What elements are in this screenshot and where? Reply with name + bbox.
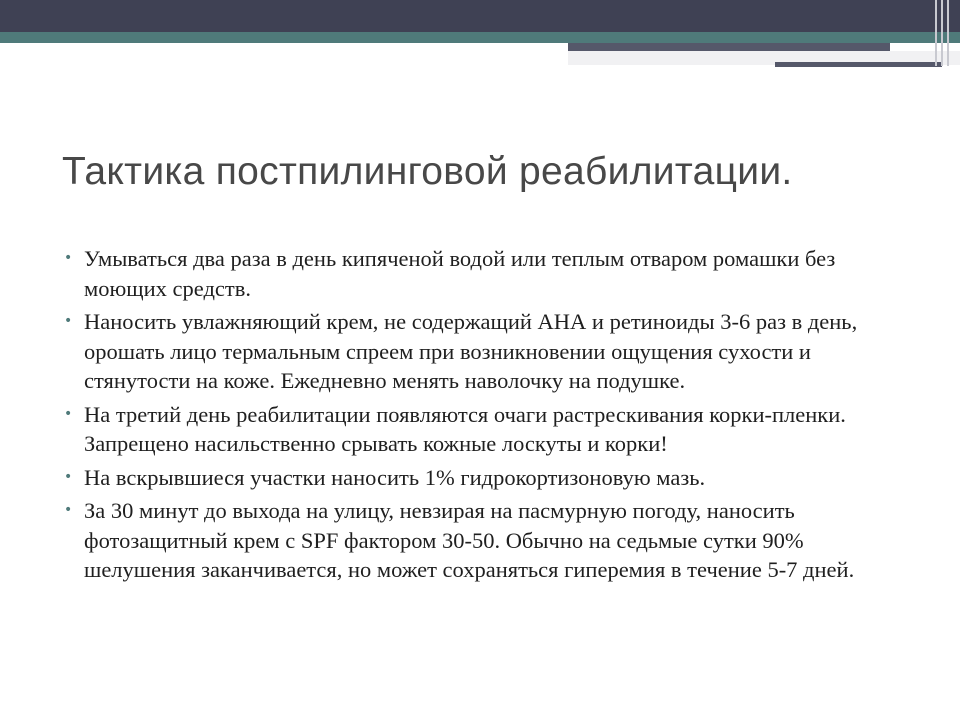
bullet-item: [62, 496, 912, 585]
decorative-lines: [930, 0, 960, 66]
bullet-marker: •: [64, 250, 73, 266]
slide-title: Тактика постпилинговой реабилитации.: [62, 150, 793, 193]
header-accent-bar-short: [775, 62, 942, 67]
bullet-list: [62, 244, 912, 589]
bullet-text: Наносить увлажняющий крем, не содержащий АНА и ретиноиды 3-6 раз в день, орошать лицо термальным спреем при возникновении ощущения сухости и стянутости на коже. Ежедневно менять наволочку на подушке.: [84, 309, 858, 393]
header-band-teal: [0, 32, 960, 43]
bullet-text: Умываться два раза в день кипяченой водой или теплым отваром ромашки без моющих средств.: [84, 246, 836, 301]
bullet-marker: •: [64, 405, 73, 422]
bullet-item: [62, 307, 912, 396]
bullet-marker: •: [64, 502, 73, 518]
bullet-marker: •: [64, 313, 73, 329]
bullet-item: [62, 400, 912, 459]
bullet-text: За 30 минут до выхода на улицу, невзирая на пасмурную погоду, наносить фотозащитный крем с SPF фактором 30-50. Обычно на седьмые сутки 90% шелушения заканчивается, но может сохраняться гиперемия в течение 5-7 дней.: [84, 498, 855, 582]
bullet-marker: •: [64, 468, 73, 485]
bullet-item: [62, 463, 912, 493]
header-band-dark: [0, 0, 960, 32]
bullet-text: На третий день реабилитации появляются очаги растрескивания корки-пленки. Запрещено насильственно срывать кожные лоскуты и корки!: [84, 401, 846, 456]
bullet-item: [62, 244, 912, 303]
bullet-text: На вскрывшиеся участки наносить 1% гидрокортизоновую мазь.: [84, 464, 706, 490]
header-accent-bar: [568, 43, 890, 51]
